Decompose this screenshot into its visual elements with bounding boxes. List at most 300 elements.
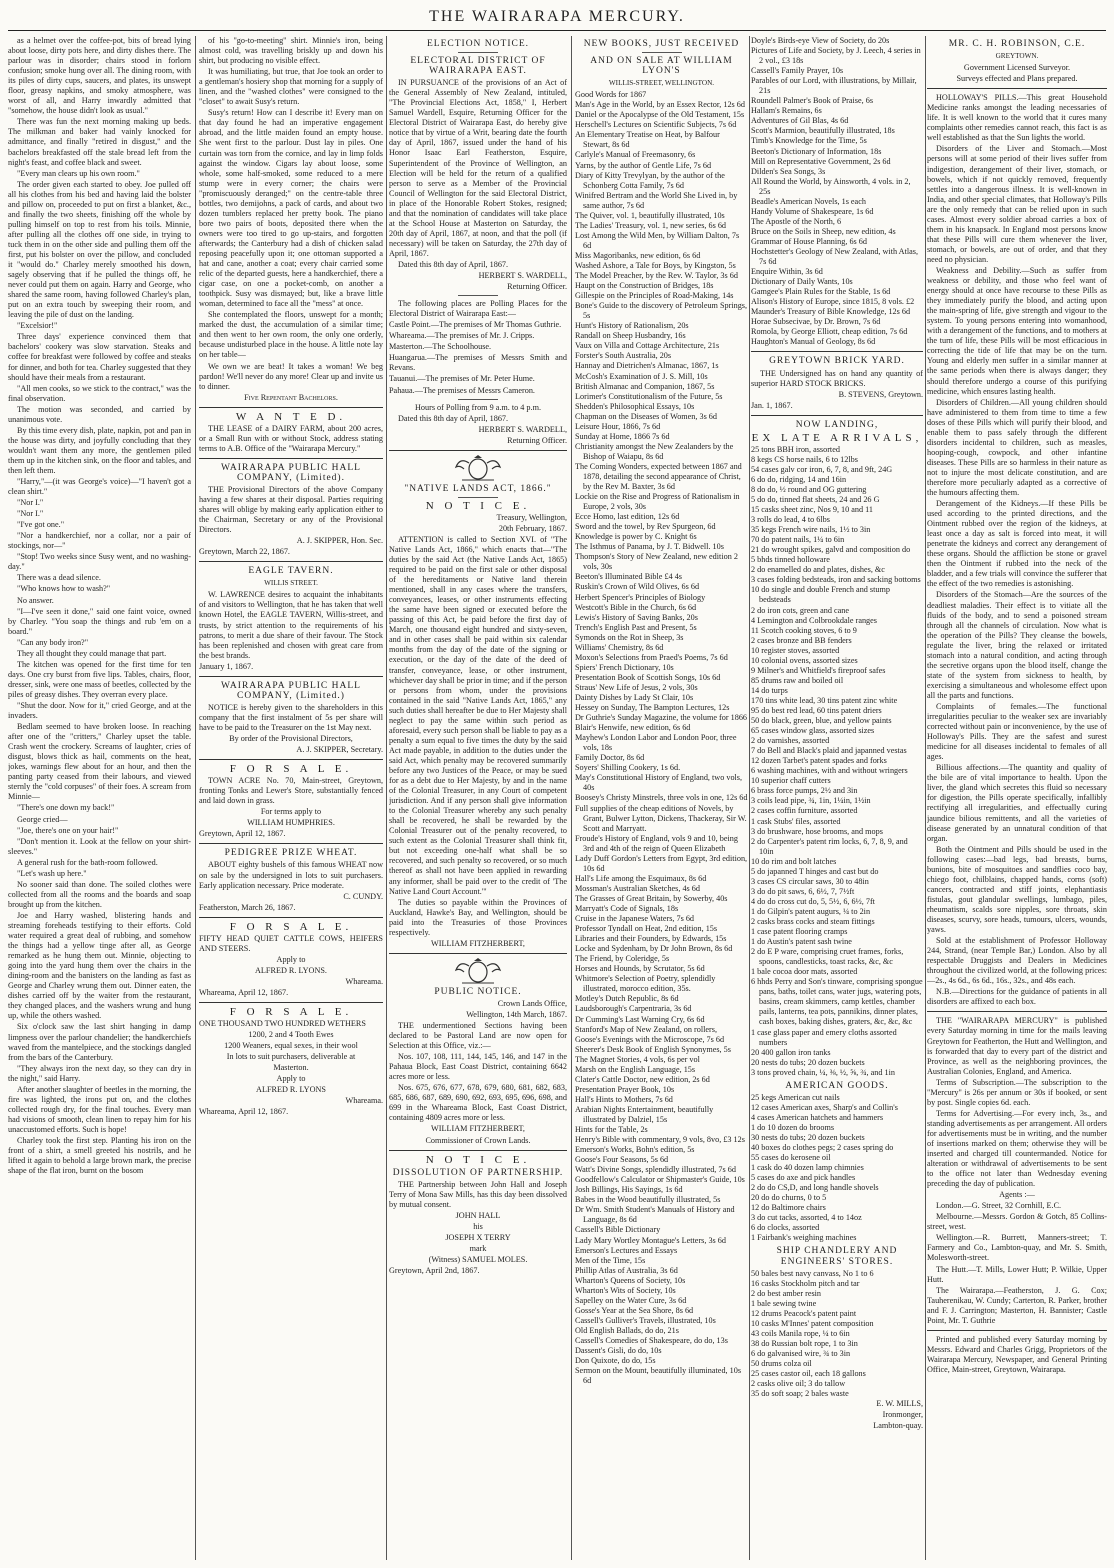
story-paragraph: as a helmet over the coffee-pot, bits of bread lying about loose, dirty pots here, and dirty dishes there. The parlour was in disorder; chairs stood in forlorn confusion; smoke hung over all. The dining room, with its piles of dirty cups, saucers, and plates, its unswept floor, greasy napkins, and smoky atmosphere, was worst of all, and Harry inwardly admitted that "somehow, the house didn't look as usual.": [8, 36, 191, 116]
landing-item: 10 do rim and bolt latches: [751, 856, 837, 866]
book-item: Family Doctor, 8s 6d: [575, 753, 645, 763]
landing-item: 2 casks brass cocks and steam fittings: [751, 916, 875, 926]
story-paragraph: By this time every dish, plate, napkin, pot and pan in the house was dirty, and joyfully concluding that they wouldn't want them any more, the gentlemen piled them up in the kitchen sink, on the floor and tables, and then left them.: [8, 425, 191, 475]
surveyor-place: GREYTOWN.: [995, 52, 1039, 61]
book-item: Beeton's Illuminated Bible £4 4s: [575, 572, 682, 582]
divider: [199, 1002, 383, 1003]
landing-item: 2 cases coffin furniture, assorted: [751, 806, 858, 816]
book-item: Haupt on the Construction of Bridges, 18s: [575, 281, 714, 291]
public-notice-sections-1: Nos. 107, 108, 111, 144, 145, 146, and 147 in the Pahaua Block, East Coast District, containing 6642 acres more or less.: [389, 1052, 567, 1082]
agent-entry: Wellington.—R. Burrett, Manners-street; T. Farmery and Co., Lambton-quay, and Mr. S. Smith, Molesworth-street.: [927, 1233, 1107, 1263]
book-item: Motley's Dutch Republic, 8s 6d: [575, 994, 679, 1004]
book-item: Boosey's Christy Minstrels, three vols in one, 12s 6d: [575, 793, 748, 803]
story-paragraph: We own we are beat! It takes a woman! We beg pardon! We'll never do any more! Clear up and invite us to dinner.: [199, 361, 383, 391]
sale3-name: ALFRED R. LYONS: [256, 1085, 326, 1095]
american-item: 20 do do churns, 0 to 5: [751, 1193, 827, 1203]
book-item: Clater's Cattle Doctor, new edition, 2s 6d: [575, 1074, 710, 1084]
sale2-date: Whareama, April 12, 1867.: [199, 987, 289, 997]
book-item: Goose's Four Seasons, 5s 6d: [575, 1155, 669, 1165]
american-item: 30 nests do tubs; 20 dozen buckets: [751, 1132, 865, 1142]
column-6: [927, 36, 1107, 1560]
book-item: Dainty Dishes by Lady St Clair, 10s: [575, 693, 694, 702]
landing-item: 170 tins white lead, 30 tins patent zinc white: [751, 695, 898, 705]
book-item: Herschell's Lectures on Scientific Subjects, 7s 6d: [575, 120, 737, 130]
column-rule: [571, 36, 572, 1560]
story-paragraph: "Joe, there's one on your hair!": [17, 825, 119, 835]
landing-item: 6 do do, ridging, 14 and 16in: [751, 474, 847, 484]
ship-item: 25 cases castor oil, each 18 gallons: [751, 1369, 866, 1379]
book-item: Horae Subsecivae, by Dr. Brown, 7s 6d: [751, 317, 881, 327]
landing-item: 20 400 gallon iron tanks: [751, 1047, 831, 1057]
story-paragraph: "All men cooks, so we stick to the contract," was the final observation.: [8, 383, 191, 403]
landing-item: 3 coils lead pipe, ¾, 1in, 1¼in, 1½in: [751, 796, 871, 806]
book-item: Henry's Bible with commentary, 9 vols, 8vo, £3 12s: [575, 1135, 745, 1145]
hall2-text: NOTICE is hereby given to the shareholders in this company that the first instalment of 5s per share will have to be paid to the Treasurer on the 1st May next.: [199, 702, 383, 732]
story-paragraph: "I—I've seen it done," said one faint voice, owned by Charley. "You soap the things and rub 'em on a board.": [8, 606, 191, 636]
public-notice-office: Crown Lands Office,: [497, 998, 567, 1008]
holloway-advert: [927, 93, 1107, 1007]
dissolution-mark: mark: [469, 1243, 487, 1253]
surveyor-line-2: Surveys effected and Plans prepared.: [956, 74, 1078, 84]
landing-item: 50 do black, green, blue, and yellow paints: [751, 716, 892, 726]
book-item: Don Quixote, do do, 15s: [575, 1356, 656, 1366]
holloway-paragraph: Disorders of the Stomach—Are the sources of the deadliest maladies. Their effect is to vitiate all the fluids of the body, and to send a poisoned stream through all the channels of circulation. Now what is the operation of the Pills? They cleanse the bowels, regulate the liver, bring the relaxed or irritated stomach into a natural condition, and acting through the secretive organs upon the blood itself, change the state of the system from sickness to health, by exercising a simultaneous and wholesome effect upon all the parts and functions.: [927, 590, 1107, 700]
book-item: Soyers' Shilling Cookery, 1s 6d.: [575, 763, 681, 773]
ship-item: 16 casks Stockholm pitch and tar: [751, 1278, 860, 1288]
book-item: Mayhew's London Labor and London Poor, three vols, 18s: [575, 733, 737, 753]
story-paragraph: "Every man clears up his own room.": [17, 168, 140, 178]
ship-list: [751, 1269, 923, 1400]
polling-place: Whareama.—The premises of Mr. J. Cripps.: [389, 331, 535, 341]
book-item: Roundell Palmer's Book of Praise, 6s: [751, 96, 874, 106]
polling-signature: HERBERT S. WARDELL,: [478, 424, 567, 434]
sale3-line: Masterton.: [273, 1063, 309, 1073]
story-paragraph: She contemplated the floors, unswept for a month; marked the dust, the accumulation of a similar time; and then went to her own room, the only one orderly, because undisturbed place in the house. A little note lay on her table—: [199, 310, 383, 360]
book-item: Maunder's Treasury of Bible Knowledge, 12s 6d: [751, 307, 911, 317]
polling-role: Returning Officer.: [507, 435, 567, 445]
wanted-text: THE LEASE of a DAIRY FARM, about 200 acres, or a Small Run with or without Stock, address stating terms to A.B. Office of the "Wairarapa Mercury.": [199, 423, 383, 453]
column-rule: [386, 36, 387, 1560]
book-item: Adventures of Gil Blas, 4s 6d: [751, 116, 849, 126]
book-item: Hallam's Remains, 6s: [751, 106, 822, 116]
book-item: Bone's Guide to the discovery of Petroleum Springs, 5s: [575, 301, 748, 321]
landing-item: 6 brass force pumps, 2½ and 3in: [751, 786, 858, 796]
book-item: Haughton's Manual of Geology, 8s 6d: [751, 337, 876, 347]
divider: [199, 843, 383, 844]
book-item: The Ladies' Treasury, vol. 1, new series, 6s 6d: [575, 220, 727, 230]
american-item: 1 cask do 40 dozen lamp chimnies: [751, 1163, 864, 1173]
american-item: 4 cases American hatchets and hammers: [751, 1112, 884, 1122]
agent-entry: The Hutt.—T. Mills, Lower Hutt; P. Wilkie, Upper Hutt.: [927, 1264, 1107, 1284]
landing-item: 8 kegs CS horse nails, 6 to 12lbs: [751, 454, 858, 464]
book-item: Cassell's Bible Dictionary: [575, 1225, 661, 1235]
book-item: Straus' New Life of Jesus, 2 vols, 30s: [575, 682, 698, 692]
story-paragraph: Susy's return! How can I describe it! Every man on that day found he had an imperative engagement abroad, and the little maiden found an empty house. She went first to the parlour. Dust lay in piles. One curtain was torn from the cornice, and lay in limp folds against the window. Cigars lay about loose, some whole, some half-smoked, some reduced to a mere stump were in every corner; the chairs were "promiscuously deranged;" on the centre-table three bottles, two demijohns, a pack of cards, and about two dozen tumblers replaced her pretty book. The piano bore two pairs of boots, deposited there when the owners were too tired to go up-stairs, and forgotten afterwards; the Canterbury had a dish of chicken salad reposing peacefully upon it; one ottoman supported a hat and cane, another a coat; every chair carried some relic of the departed guests, here a handkerchief, there a cigar case, on one a pocket-comb, on another a toothpick. Susy was dismayed; but, like a brave little woman, determined to face all the "mess" at once.: [199, 108, 383, 309]
book-item: Sword and the towel, by Rev Spurgeon, 6d: [575, 522, 716, 532]
story-paragraph: The kitchen was opened for the first time for ten days. One cry burst from five lips. Tables, chairs, floor, dresser, sink, were one mass of beetles, collected by the piles of greasy dishes. They overran every place.: [8, 659, 191, 699]
books-subtitle: AND ON SALE AT WILLIAM LYON'S: [590, 56, 733, 77]
book-item: Gamgee's Plain Rules for the Stable, 1s 6d: [751, 287, 891, 297]
election-title: ELECTORAL DISTRICT OF WAIRARAPA EAST.: [410, 56, 546, 77]
books-title: NEW BOOKS, JUST RECEIVED: [583, 39, 740, 49]
divider: [927, 88, 1107, 89]
landing-item: 10 do single and double French and stump bedsteads: [751, 585, 890, 605]
book-item: An Elementary Treatise on Heat, by Balfour Stewart, 8s 6d: [575, 130, 720, 150]
divider: [199, 917, 383, 918]
books-street: WILLIS-STREET, WELLINGTON.: [608, 79, 715, 88]
column-rule: [749, 36, 750, 1560]
story-paragraph: There was fun the next morning making up beds. The milkman and baker had vainly knocked for admittance, and finally "retired in disgust," and the bachelors breakfasted off the stale bread left from the night's feast, and coffee black and sweet.: [8, 117, 191, 167]
book-item: Beeton's Dictionary of Information, 18s: [751, 146, 882, 156]
book-item: British Almanac and Companion, 1867, 5s: [575, 381, 715, 391]
book-item: McCosh's Examination of J. S. Mill, 10s: [575, 371, 708, 381]
public-notice-text: THE undermentioned Sections having been declared to be Pastoral Land are now open for Selection at this Office, viz.:—: [389, 1020, 567, 1051]
divider: [199, 407, 383, 408]
landing-item: 3 cases CS circular saws, 30 to 48in: [751, 876, 869, 886]
royal-crest-icon: [452, 455, 504, 481]
book-item: Marsh on the English Language, 15s: [575, 1064, 696, 1074]
book-item: Cassell's Family Prayer, 10s: [751, 66, 844, 76]
mercury-paragraph: Terms for Advertising.—For every inch, 3s., and standing advertisements as per arrangement. All orders for advertisements must be in writing, and the number of insertions marked on them; otherwise they will be inserted and charged till countermanded. Notice for alteration or withdrawal of advertisements to be sent to the office not later than Wednesday evening preceding the day of publication.: [927, 1108, 1107, 1189]
book-item: Ecce Homo, last edition, 12s 6d: [575, 512, 680, 522]
book-item: Lady Mary Wortley Montague's Letters, 3s 6d: [575, 1235, 726, 1245]
book-item: Sheerer's Desk Book of English Synonymes, 5s: [575, 1044, 731, 1054]
book-item: The Magnet Stories, 4 vols, 6s per vol: [575, 1054, 700, 1064]
brick-signature: B. STEVENS, Greytown.: [838, 389, 923, 399]
ship-item: 12 drums Peacock's patent paint: [751, 1308, 857, 1318]
divider: [199, 561, 383, 562]
book-item: Moxon's Selections from Praed's Poems, 7s 6d: [575, 652, 728, 662]
ship-item: 1 bale sewing twine: [751, 1298, 817, 1308]
divider: [199, 676, 383, 677]
divider: [199, 759, 383, 760]
book-item: Timb's Knowledge for the Time, 5s: [751, 136, 867, 146]
landing-item: 4 do do cross cut do, 5, 5½, 6, 6½, 7ft: [751, 896, 875, 906]
landing-item: 12 dozen Tarbet's patent spades and forks: [751, 756, 887, 766]
divider: [389, 450, 567, 451]
books-list: [575, 90, 748, 1386]
mercury-paragraph: Terms of Subscription.—The subscription to the "Mercury" is 26s per annum or 30s if booked, or sent by post. Single copies 6d. each.: [927, 1077, 1107, 1107]
divider: [199, 458, 383, 459]
landing-item: 70 do patent nails, 1¼ to 6in: [751, 535, 845, 545]
sale1-terms: For terms apply to: [260, 807, 322, 817]
surveyor-name: MR. C. H. ROBINSON, C.E.: [948, 39, 1086, 49]
book-item: Hall's Hints to Mothers, 7s 6d: [575, 1094, 673, 1104]
ship-item: 43 coils Manila rope, ¼ to 6in: [751, 1328, 850, 1338]
polling-place: Castle Point.—The premises of Mr Thomas Guthrie.: [389, 320, 562, 330]
book-item: Gillespie on the Principles of Road-Making, 14s: [575, 291, 734, 301]
divider: [642, 52, 682, 53]
american-item: 55 cases do kerosene oil: [751, 1153, 831, 1163]
landing-item: 3 cases folding bedsteads, iron and sacking bottoms: [751, 575, 921, 585]
public-notice-role: Commissioner of Crown Lands.: [425, 1135, 531, 1145]
book-item: Men of the Time, 15s: [575, 1255, 646, 1265]
book-item: Cruise in the Japanese Waters, 7s 6d: [575, 914, 695, 924]
book-item: Wharton's Queens of Society, 10s: [575, 1275, 686, 1285]
eagle-date: January 1, 1867.: [199, 661, 254, 671]
eagle-subtitle: WILLIS STREET.: [264, 579, 318, 588]
column-rule: [195, 36, 196, 1560]
book-item: Thompson's Story of New Zealand, new edition 2 vols, 30s: [575, 552, 738, 572]
sale2-apply: Apply to: [276, 954, 306, 964]
book-item: Herbert Spencer's Principles of Biology: [575, 592, 706, 602]
election-heading: ELECTION NOTICE.: [426, 39, 529, 49]
landing-item: 2 do E P ware, comprising cruet frames, forks, spoons, candlesticks, toast racks, &c, &c: [751, 947, 904, 967]
landing-item: 54 cases galv cor iron, 6, 7, 8, and 9ft, 24G: [751, 464, 893, 474]
ship-role: Ironmonger,: [882, 1410, 923, 1420]
landing-item: 3 do brushware, hose brooms, and mops: [751, 826, 883, 836]
story-paragraph: of his "go-to-meeting" shirt. Minnie's iron, being almost cold, was travelling briskly up and down his shirt, but producing no visible effect.: [199, 36, 383, 66]
nla-place: Treasury, Wellington,: [496, 512, 567, 522]
story-paragraph: "Can any body iron?": [17, 637, 89, 647]
book-item: Locke and Sydenham, by Dr John Brown, 8s 6d: [575, 944, 733, 954]
dissolution-notice: N O T I C E.: [425, 1153, 531, 1166]
book-item: The Grasses of Great Britain, by Sowerby, 40s: [575, 893, 728, 903]
landing-item: 2 do Carpenter's patent rim locks, 6, 7, 8, 9, and 10in: [751, 836, 908, 856]
landing-item: 15 casks sheet zinc, Nos 9, 10 and 11: [751, 505, 874, 515]
story-column: [8, 36, 191, 1560]
story-paragraph: A general rush for the bath-room followed.: [17, 857, 158, 867]
books-list-continued: [751, 36, 923, 347]
ship-place: Lambton-quay.: [873, 1421, 923, 1431]
landing-item: 20 nests do tubs; 20 dozen buckets: [751, 1057, 865, 1067]
american-item: 12 cases American axes, Sharp's and Collin's: [751, 1102, 898, 1112]
landing-item: 1 case patent flooring cramps: [751, 927, 848, 937]
story-paragraph: George cried—: [17, 814, 68, 824]
landing-item: 10 register stoves, assorted: [751, 645, 840, 655]
book-item: Sermon on the Mount, beautifully illuminated, 10s 6d: [575, 1366, 742, 1386]
book-item: Goose's Evenings with the Microscope, 7s 6d: [575, 1034, 725, 1044]
polling-place: Pahaua.—The premises of Messrs Cameron.: [389, 385, 535, 395]
divider: [751, 351, 923, 352]
story-paragraph: "Shut the door. Now for it," cried George, and at the invaders.: [8, 701, 191, 721]
sale3-line: 1200, 2 and 4 Tooth Ewes: [248, 1030, 334, 1040]
dissolution-witness: (Witness) SAMUEL MOLES.: [428, 1254, 528, 1264]
nla-signature: WILLIAM FITZHERBERT,: [431, 938, 525, 948]
book-item: Ruskin's Crown of Wild Olives, 6s 6d: [575, 582, 700, 592]
book-item: Dr Guthrie's Sunday Magazine, the volume for 1866: [575, 713, 748, 723]
book-item: Blair's Henwife, new edition, 6s 6d: [575, 723, 691, 733]
ship-item: 38 do Russian bolt rope, 1 to 3in: [751, 1338, 858, 1348]
agent-entry: London.—G. Street, 32 Cornhill, E.C.: [936, 1201, 1062, 1211]
story-paragraph: "They always iron the next day, so they can dry in the night," said Harry.: [8, 1063, 191, 1083]
holloway-paragraph: Billious affections.—The quantity and quality of the bile are of vital importance to health. Upon the liver, the gland which secretes this fluid so necessary for digestion, the Pills operate specifically, infallibly rectifying all irregularities, and effectually curing jaundice bilious remittents, and all the varieties of disease generated by an unnatural condition of that organ.: [927, 763, 1107, 843]
landing-item: 2 cases bronze and BB fenders: [751, 635, 852, 645]
nla-date: 20th February, 1867.: [498, 523, 567, 533]
book-item: Grammar of House Planning, 6s 6d: [751, 236, 867, 246]
book-item: The Quiver, vol. 1, beautifully illustrated, 10s: [575, 210, 725, 220]
book-item: Lewis's History of Saving Banks, 20s: [575, 612, 698, 622]
story-paragraph: Bedlam seemed to have broken loose. In reaching after one of the "critters," Charley upset the table. Crash went the crockery. Screams of laughter, cries of disgust, blows thick as hail, comments on the heat, jokes, warnings flew about for an hour, and then the panting party ceased from their labours, and viewed sternly the "cold corpuses" of their foes. A scream from Minnie—: [8, 722, 191, 802]
wheat-signature: C. CUNDY.: [343, 891, 383, 901]
landing-item: 65 cases window glass, assorted sizes: [751, 726, 875, 736]
book-item: Westcott's Bible in the Church, 6s 6d: [575, 602, 697, 612]
divider: [458, 399, 498, 400]
story-paragraph: "Nor a handkerchief, nor a collar, nor a pair of stockings, nor—": [8, 531, 191, 551]
landing-item: 9 Milner's and Whitfield's fireproof safes: [751, 665, 886, 675]
story-paragraph: It was humiliating, but true, that Joe took an order to a gentleman's hosiery shop that morning for a supply of linen, and the "washed clothes" were consigned to the "closet" to await Susy's return.: [199, 67, 383, 107]
book-item: Leisure Hour, 1866, 7s 6d: [575, 421, 661, 431]
story-paragraph: "Nor I.": [17, 509, 44, 519]
landing-item: 2 do varnishes, assorted: [751, 736, 830, 746]
brick-date: Jan. 1, 1867.: [751, 400, 793, 410]
divider: [927, 1330, 1107, 1331]
hall2-title: WAIRARAPA PUBLIC HALL COMPANY, (Limited.): [221, 680, 361, 701]
book-item: Phillip Atlas of Australia, 3s 6d: [575, 1265, 678, 1275]
story-signature: Five Repentant Bachelors.: [244, 392, 338, 402]
book-item: Diary of Kitty Trevylyan, by the author of the Schonberg Cotta Family, 7s 6d: [575, 170, 725, 190]
sale3-place: Whareama.: [345, 1096, 383, 1106]
book-item: Enquire Within, 3s 6d: [751, 267, 823, 277]
landing-item: 7 do Bell and Black's plaid and japanned vestas: [751, 746, 907, 756]
story-paragraph: The motion was seconded, and carried by unanimous vote.: [8, 404, 191, 424]
landing-item: 5 do do, tinned flat sheets, 24 and 26 G: [751, 495, 880, 505]
book-item: Alison's History of Europe, since 1815, 8 vols. £2: [751, 297, 915, 307]
book-item: Lady Duff Gordon's Letters from Egypt, 3rd edition, 10s 6d: [575, 853, 748, 873]
landing-item: 14 do turps: [751, 685, 788, 695]
book-item: Shedden's Philosophical Essays, 10s: [575, 401, 695, 411]
book-item: Carlyle's Manual of Freemasonry, 6s: [575, 150, 696, 160]
american-item: 1 Fairbank's weighing machines: [751, 1233, 857, 1243]
ship-title: SHIP CHANDLERY AND ENGINEERS' STORES.: [776, 1246, 898, 1267]
polling-dated: Dated this 8th day of April, 1867.: [398, 413, 509, 423]
book-item: Christianity amongst the New Zealanders by the Bishop of Waiapu, 8s 6d: [575, 441, 734, 461]
story-paragraph: After another slaughter of beetles in the morning, the fire was lighted, the irons put on, and the clothes collected rough dry, for the final touches. Every man had visions of smooth, clean linen to repay him for his unaccustomed efforts. Such is hope!: [8, 1084, 191, 1134]
book-item: Dr Cumming's Last Warning Cry, 6s 6d: [575, 1014, 705, 1024]
story-paragraph: "Don't mention it. Look at the fellow on your shirt-sleeves.": [8, 836, 191, 856]
polling-place: Tauanui.—The premises of Mr. Peter Hume.: [389, 374, 535, 384]
sale2-name: ALFRED R. LYONS.: [255, 965, 327, 975]
story-paragraph: "Excelsior!": [17, 321, 58, 331]
book-item: Scott's Marmion, beautifully illustrated, 18s: [751, 126, 895, 136]
landing-item: 1 cask Stubs' files, assorted: [751, 816, 841, 826]
book-item: The Isthmus of Panama, by J. T. Bidwell. 10s: [575, 542, 724, 552]
book-item: Daniel or the Apocalypse of the Old Testament, 15s: [575, 110, 745, 120]
agents-heading: Agents :—: [999, 1190, 1035, 1200]
royal-crest-icon: [452, 958, 504, 984]
american-item: 2 do do CS,D, and long handle shovels: [751, 1183, 879, 1193]
book-item: Handy Volume of Shakespeare, 1s 6d: [751, 206, 874, 216]
surveyor-line-1: Government Licensed Surveyor.: [963, 63, 1071, 73]
nla-text: ATTENTION is called to Section XVI. of "The Native Lands Act, 1866," which enacts that—"The duties by the said Act (the Native Lands Act, 1865) required to be paid on the first sale or other disposal of the hereditaments or Native land therein mentioned, shall in any cases where the transfers, conveyances, leases, or other instruments effecting the same have been signed or executed before the passing of this Act, be paid before the first day of March, one thousand eight hundred and sixty-seven, and in other cases shall be paid within six calendar months from the day of the date of the signing or execution, or the day of the date of the deed of transfer, conveyance, lease, or other instrument, whichever day shall be prior in time; and if the person or persons from whom, under the provisions contained in the said "Native Lands Act, 1865," any such duties shall hereafter be due to Her Majesty shall neglect to pay the same within such period as aforesaid, every such person shall be liable to pay as a penalty a sum equal to five times the duty by the said Act made payable, in addition to the duties under the said Act, which penalty may be recovered summarily before any two Justices of the Peace, or may be sued for as a debt due to Her Majesty, by and in the name of the Colonial Treasurer, in any Court of competent jurisdiction. And if any person shall give information to the Colonial Treasurer whereby any such penalty shall be recovered, he shall be rewarded by the Colonial Treasurer out of the penalty recovered, to such extent as the Colonial Treasurer shall think fit, but not exceeding one-half what shall be so recovered, and such penalty so recovered, or so much thereof as shall not have been applied in rewarding any informer, shall be paid over to the credit of 'The Native Land Court Account.'": [389, 534, 567, 896]
book-item: Libraries and their Founders, by Edwards, 15s: [575, 934, 727, 944]
book-item: Hall's Life among the Esquimaux, 8s 6d: [575, 873, 707, 883]
story-paragraph: "Nor I.": [17, 498, 44, 508]
book-item: Mill on Representative Government, 2s 6d: [751, 156, 891, 166]
book-item: Knowledge is power by C. Knight 6s: [575, 532, 697, 542]
landing-title: NOW LANDING,: [795, 419, 879, 430]
american-item: 6 do clocks, assorted: [751, 1223, 820, 1233]
landing-list: [751, 445, 923, 1078]
american-item: 1 do 10 dozen do brooms: [751, 1122, 835, 1132]
book-item: Romola, by George Elliott, cheap edition, 7s 6d: [751, 327, 908, 337]
brick-text: THE Undersigned has on hand any quantity of superior HARD STOCK BRICKS.: [751, 368, 923, 388]
landing-item: 5 do japanned T hinges and cast but do: [751, 866, 879, 876]
landing-item: 1 do Gilpin's patent augurs, ¼ to 2in: [751, 906, 871, 916]
sale2-place: Whareama.: [345, 976, 383, 986]
hall-title: WAIRARAPA PUBLIC HALL COMPANY, (Limited).: [221, 462, 361, 483]
american-list: [751, 1093, 923, 1244]
dissolution-title: DISSOLUTION OF PARTNERSHIP.: [392, 1167, 564, 1178]
american-item: 12 do Baltimore chairs: [751, 1203, 826, 1213]
agents-list: [927, 1201, 1107, 1326]
book-item: Winifred Bertram and the World She Lived in, by same author, 7s 6d: [575, 190, 738, 210]
book-item: Doyle's Birds-eye View of Society, do 20s: [751, 36, 890, 45]
book-item: Dictionary of Daily Wants, 10s: [751, 277, 853, 287]
book-item: Wharton's Wits of Society, 10s: [575, 1285, 676, 1295]
wheat-text: ABOUT eighty bushels of this famous WHEAT now on sale by the undersigned in lots to suit purchasers. Early application necessary. Price moderate.: [199, 860, 383, 890]
book-item: Josh Billings, His Sayings, 1s 6d: [575, 1185, 683, 1195]
book-item: Stanford's Map of New Zealand, on rollers,: [575, 1024, 717, 1034]
book-item: Yarns, by the author of Gentle Life, 7s 6d: [575, 160, 712, 170]
sale1-date: Greytown, April 12, 1867.: [199, 829, 286, 839]
landing-item: 11 Scotch cooking stoves, 6 to 9: [751, 625, 857, 635]
story-paragraph: "There's one down my back!": [17, 803, 115, 813]
election-text: IN PURSUANCE of the provisions of an Act of the General Assembly of New Zealand, intituled, "The Provincial Elections Act, 1858," I, Herbert Samuel Wardell, Esquire, Returning Officer for the Electoral District of Wairarapa East, do hereby give notice that by virtue of a Writ, bearing date the fourth day of April, 1867, issued under the hand of his Honor Isaac Earl Featherston, Esquire, Superintendent of the Province of Wellington, an Election will be held for the return of a qualified person to serve as a Member of the Provincial Council of Wellington for the said Electoral District, in place of the Honorable Robert Stokes, resigned; and that the nomination of candidates will take place at the School House at Masterton on Saturday, the 20th day of April, 1867, at noon, and that the poll (if necessary) will be taken on Saturday, the 27th day of April, 1867.: [389, 78, 567, 258]
ship-item: 35 do soft soap; 2 bales waste: [751, 1389, 849, 1399]
column-3: [389, 36, 567, 1560]
story-paragraph: "I've got one.": [17, 520, 65, 530]
book-item: Emerson's Lectures and Essays: [575, 1245, 678, 1255]
hall-signature: A. J. SKIPPER, Hon. Sec.: [296, 536, 383, 546]
mercury-terms: [927, 1016, 1107, 1189]
book-item: Froude's History of England, vols 9 and 10, being 3rd and 4th of the reign of Queen Elizabeth: [575, 833, 738, 853]
dissolution-date: Greytown, April 2nd, 1867.: [389, 1266, 480, 1276]
landing-item: 3 tons proved chain, ¼, ⅜, ½, ⅝, ¾, and 1in: [751, 1067, 895, 1077]
sale1-text: TOWN ACRE No. 70, Main-street, Greytown, fronting Tonks and Lewer's Store, substantially fenced and laid down in grass.: [199, 776, 383, 806]
book-item: Old English Ballads, do do, 21s: [575, 1325, 679, 1335]
column-5: [751, 36, 923, 1560]
public-notice-title: PUBLIC NOTICE.: [434, 986, 522, 997]
election-dated: Dated this 8th day of April, 1867.: [398, 259, 509, 269]
book-item: Arabian Nights Entertainment, beautifully illustrated by Dalziel, 15s: [575, 1104, 714, 1124]
book-item: Williams' Chemistry, 8s 6d: [575, 642, 664, 652]
book-item: Beadle's American Novels, 1s each: [751, 196, 866, 206]
agent-entry: The Wairarapa.—Featherston, J. G. Cox; Tauherenikau, W. Cundy; Carterton, R. Parker, brother and F. J. Carrington; Masterton, H. Bannister; Castle Point, Mr. T. Guthrie: [927, 1285, 1107, 1325]
ship-item: 6 do galvanised wire, ¾ to 3in: [751, 1348, 851, 1358]
landing-item: 1 do Austin's patent sash twine: [751, 937, 852, 947]
landing-item: 85 drums raw and boiled oil: [751, 675, 844, 685]
story-paragraph: There was a dead silence.: [17, 573, 101, 583]
ship-item: 2 do best amber resin: [751, 1288, 822, 1298]
book-item: Parables of our Lord, with illustrations, by Millair, 21s: [751, 76, 917, 96]
dissolution-hall: JOHN HALL: [455, 1210, 501, 1220]
hall-date: Greytown, March 22, 1867.: [199, 547, 290, 557]
sale3-line: ONE THOUSAND TWO HUNDRED WETHERS: [199, 1019, 366, 1029]
story-paragraph: No answer.: [17, 595, 54, 605]
book-item: Lockie on the Rise and Progress of Rationalism in Europe, 2 vols, 30s: [575, 492, 740, 512]
nla-title: "NATIVE LANDS ACT, 1866.": [404, 483, 552, 494]
sale2-heading: F O R S A L E.: [229, 920, 353, 933]
election-role: Returning Officer.: [507, 282, 567, 292]
book-item: Cassell's Gulliver's Travels, illustrated, 10s: [575, 1315, 716, 1325]
divider: [389, 953, 567, 954]
divider: [927, 1011, 1107, 1012]
landing-item: 3 do do pit saws, 6, 6½, 7, 7½ft: [751, 886, 855, 896]
book-item: Hessey on Sunday, The Bampton Lectures, 12s: [575, 703, 730, 713]
column-4: [575, 36, 748, 1560]
book-item: Dilden's Sea Songs, 3s: [751, 166, 826, 176]
masthead-title: THE WAIRARAPA MERCURY.: [429, 8, 685, 25]
book-item: Dr Wm. Smith Student's Manuals of History and Language, 8s 6d: [575, 1205, 735, 1225]
book-item: Emerson's Works, Bohn's edition, 5s: [575, 1145, 695, 1155]
book-item: The Friend, by Coleridge, 5s: [575, 954, 670, 964]
book-item: Hannay and Dietrichen's Almanac, 1867, 1s: [575, 361, 719, 371]
public-notice-date: Wellington, 14th March, 1867.: [466, 1009, 567, 1019]
book-item: The Apostle of the North, 6: [751, 216, 842, 226]
sale1-name: WILLIAM HUMPHRIES.: [247, 818, 335, 828]
story-paragraph: The order given each started to obey. Joe pulled off all his clothes from his bed and having laid the bolster and pillow on, proceeded to put on first a blanket, &c., and finally the two sheets, finishing off the whole by pulling himself on top to rest from his toils. Minnie, after pulling all the clothes off one side, in trying to tuck them in on the other side and pulling them off the first, put his bolster on over the pillow, and concluded it "would do." Charley merely smoothed his down, sagely observing that if he pulled the things off, he never could put them on again. Harry and George, who shared the same room, having followed Charley's plan, put on an extra touch by sweeping their room, and leaving the pile of dust on the landing.: [8, 179, 191, 320]
